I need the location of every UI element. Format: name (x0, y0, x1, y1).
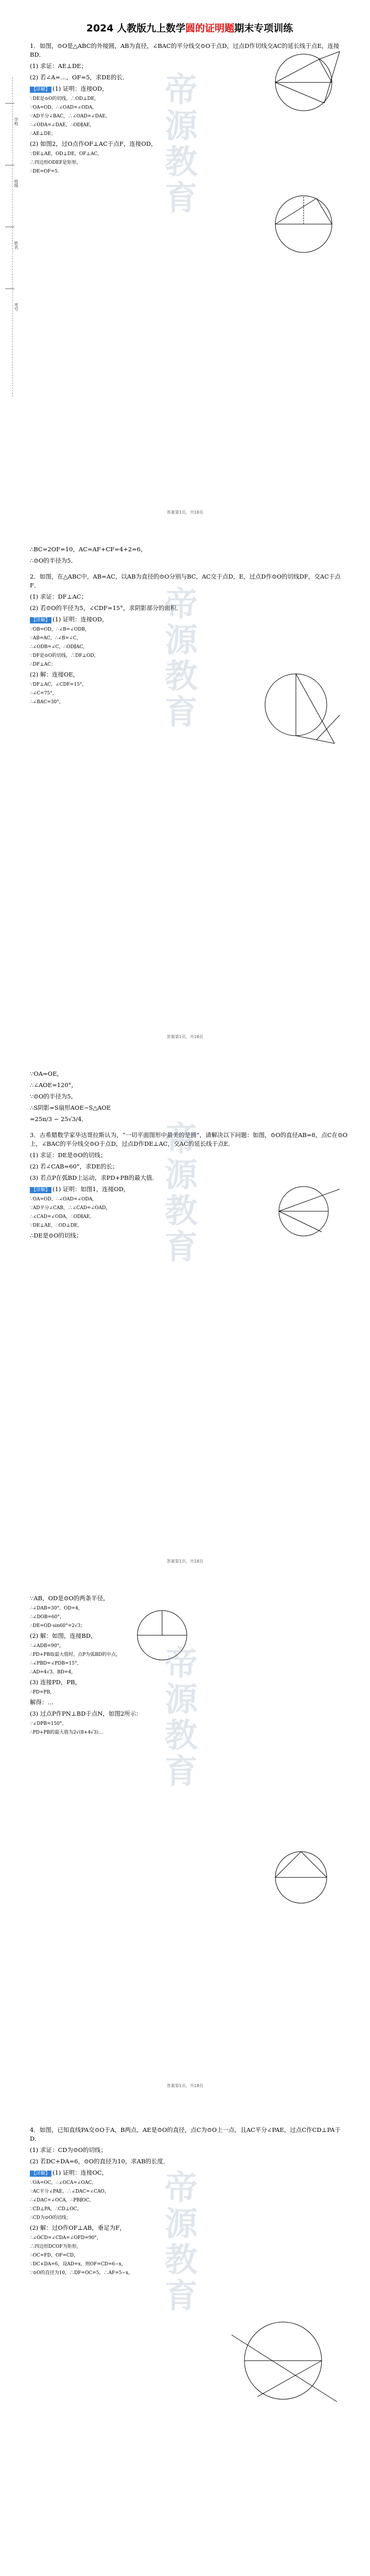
text-content: ∴DE是⊙O的切线； (30, 1232, 82, 1239)
geometry-figure-6 (268, 1841, 345, 1913)
watermark: 帝源教育 (159, 1121, 197, 1265)
text-content: ∴PD=PB， (30, 1690, 55, 1695)
text-line (30, 2244, 349, 2250)
text-line (30, 1678, 349, 1687)
text-content: (3) 若点P在弧BD上运动，求PD+PB的最大值． (30, 1174, 158, 1181)
binding-rule (12, 77, 13, 397)
chord-cb (319, 59, 332, 82)
text-content: ∵⊙O的半径为5， (30, 1093, 77, 1100)
text-content: ∴PD+PB取最大值时，点P为弧BD的中点， (30, 1652, 121, 1657)
answer-tag: 【详解】 (30, 617, 51, 623)
text-content: ∴∠OCD=∠CDA=∠OFD=90°， (30, 2235, 101, 2241)
text-line (30, 160, 349, 166)
text-line (30, 635, 349, 642)
geometry-figure-4 (273, 1178, 345, 1245)
text-line (30, 1669, 349, 1676)
text-content: ∵DE⊥AE，∴OD⊥DE， (30, 1223, 82, 1228)
page-footer: 答案第1页，共18页 (166, 1559, 204, 1564)
text-line (30, 545, 349, 554)
text-content: (2) 解：连接OE， (30, 671, 79, 678)
chord-ac (275, 198, 316, 224)
side-ac (296, 674, 334, 743)
text-line (30, 2206, 349, 2213)
chord-pb (301, 1852, 327, 1877)
text-content: ∴AD=4√3，BD=4， (30, 1670, 76, 1675)
text-line (30, 1151, 349, 1160)
text-content: ∵DE⊥AE，OD⊥DE，OF⊥AC， (30, 151, 102, 157)
page-3 (0, 1049, 370, 1573)
text-content: (3) 连接PD，PB， (30, 1679, 81, 1686)
text-content: (1) 求证：AE⊥DE； (30, 62, 87, 70)
text-line (30, 556, 349, 565)
page-footer: 答案第1页，共18页 (166, 2083, 204, 2088)
text-content: ∴四边形ODEF是矩形， (30, 160, 81, 165)
text-content: ∵⊙O的直径为10，∴DF=OC=5，∴AF=5−x， (30, 2270, 133, 2276)
text-content: ∵OA=OD，∴∠OAD=∠ODA， (30, 105, 97, 110)
text-line (30, 2261, 349, 2268)
text-line (30, 1070, 349, 1078)
text-content: (2) 若⊙O的半径为5，∠CDF=15°，求阴影部分的面积． (30, 604, 182, 612)
text-line (30, 168, 349, 175)
binding-tick (5, 103, 14, 104)
chord-ac (275, 59, 319, 82)
text-content: ∴∠C=75°， (30, 691, 57, 696)
text-content: 3．古希腊数学家毕达哥拉斯认为，“一切平面图形中最美的是圆”，请解决以下问题：如图，⊙O的直径AB=8，点C在⊙O上，∠BAC的平分线交⊙O于点D，过点D作DE⊥AC，交AC的延长线于点E． (30, 1131, 348, 1147)
text-line (30, 151, 349, 158)
page-2 (0, 524, 370, 1049)
text-content: ∴DF⊥AC； (30, 662, 56, 667)
text-content: ∵DF是⊙O的切线，∴DF⊥OD， (30, 653, 99, 658)
extension-ce (319, 52, 340, 59)
text-content: ∴∠DAC=∠OCA，∴PB∥OC， (30, 2198, 94, 2203)
text-line (30, 1689, 349, 1696)
text-content: ∵AD平分∠BAC，∴∠OAD=∠DAE， (30, 114, 110, 119)
text-content: (2) 若DC+DA=6，⊙O的直径为10，求AB的长度． (30, 2158, 169, 2165)
geometry-figure-5 (129, 1604, 196, 1666)
text-line (30, 2215, 349, 2222)
text-content: (1) 证明：连接OC， (52, 2169, 108, 2176)
text-content: (1) 求证：DF⊥AC； (30, 593, 87, 600)
text-content: (2) 如图2，过O点作OF⊥AC于点F，连接OD， (30, 140, 157, 147)
text-content: 1．如图，⊙O是△ABC的外接圆，AB为直径，∠BAC的平分线交⊙O于点D，过点D作切线交AC的延长线于点E，连接BD． (30, 42, 340, 58)
text-content: ∵DE是⊙O的切线，∴OD⊥DE， (30, 96, 99, 101)
segment-ad (275, 82, 324, 103)
text-content: ∴DE=OF=5． (30, 169, 62, 174)
tangent-df (316, 715, 340, 740)
text-line (30, 2252, 349, 2259)
text-content: (2) 解：过O作OF⊥AB，垂足为F， (30, 2224, 126, 2231)
text-line (30, 1162, 349, 1171)
side-bc (296, 736, 334, 743)
text-blocks (30, 2126, 349, 2277)
text-line (30, 1081, 349, 1090)
text-line (30, 615, 349, 624)
text-content: ∴四边形DCOF为矩形， (30, 2244, 81, 2249)
text-content: 2．如图，在△ABC中，AB=AC，以AB为直径的⊙O分别与BC，AC交于点D，E，过点D作⊙O的切线DF，交AC于点F． (30, 573, 341, 589)
text-line (30, 1092, 349, 1101)
binding-label-exam-no: 考号 (14, 303, 19, 311)
text-content: (3) 过点P作PN⊥BD于点N，如图2所示： (30, 1710, 142, 1717)
text-content: ∴BC=2OF=10，AC=AF+CF=4+2=6， (30, 546, 147, 553)
text-content: (2) 若∠A=…，OF=5，求DE的长． (30, 74, 129, 81)
watermark: 帝源教育 (159, 586, 197, 731)
binding-label-class: 班级 (14, 179, 19, 188)
text-content: ∴∠ODA=∠DAE，∴OD∥AE， (30, 123, 95, 128)
text-line (30, 1721, 349, 1727)
document-title (30, 21, 349, 35)
text-content: ∵CD⊥PA，∴CD⊥OC， (30, 2207, 82, 2212)
line-pa (232, 2335, 337, 2402)
text-content: ∵OA=OD，∴∠OAD=∠ODA， (30, 1197, 97, 1202)
text-line (30, 2235, 349, 2242)
text-content: (1) 求证：CD为⊙O的切线； (30, 2146, 107, 2154)
binding-margin (0, 0, 21, 524)
text-line (30, 1115, 349, 1124)
text-line (30, 131, 349, 138)
text-content: ∵∠DPB=150°， (30, 1721, 67, 1726)
binding-label-name: 姓名 (14, 241, 19, 249)
text-line (30, 2180, 349, 2187)
text-content: ∴∠ODB=∠C，∴OD∥AC， (30, 645, 88, 650)
geometry-figure-7 (226, 2304, 345, 2422)
text-content: ∴∠DOB=60°， (30, 1615, 64, 1620)
text-line (30, 2197, 349, 2204)
text-content: ∴∠BAC=30°， (30, 700, 64, 705)
geometry-figure-2 (268, 185, 345, 263)
text-line (30, 1594, 349, 1603)
watermark: 帝源教育 (159, 72, 197, 216)
text-line (30, 644, 349, 651)
text-content: ∴CD为⊙O的切线； (30, 2215, 71, 2221)
text-content: ∵OA=OC，∴∠OCA=∠OAC， (30, 2180, 97, 2185)
text-content: (1) 证明：连接OD， (52, 616, 108, 623)
text-line (30, 592, 349, 601)
text-content: ∴∠PBD=∠PDB=15°， (30, 1661, 82, 1666)
text-content: ∵DF⊥AC，∠CDF=15°， (30, 682, 87, 687)
title-highlight: 圆的证明题 (185, 23, 235, 34)
text-content: (1) 求证：DE是⊙O的切线； (30, 1151, 107, 1159)
tangent-de (324, 52, 340, 103)
text-line (30, 2224, 349, 2232)
chord-cb (316, 198, 332, 224)
page-footer: 答案第1页，共18页 (166, 1035, 204, 1039)
text-line (30, 2157, 349, 2166)
text-line (30, 1709, 349, 1718)
text-line (30, 1730, 349, 1736)
text-content: ∴⊙O的半径为5． (30, 557, 77, 564)
line-ae (279, 1189, 340, 1211)
text-line (30, 140, 349, 148)
chord-pa (275, 1852, 301, 1877)
question-stem (30, 572, 349, 590)
text-content: ∵OA=OE， (30, 1070, 63, 1077)
answer-tag: 【详解】 (30, 87, 51, 93)
geometry-figure-3 (257, 653, 345, 756)
page-4 (0, 1573, 370, 2098)
text-content: ∴DE=OD·sin60°=2√3； (30, 1623, 85, 1629)
segment-ad (279, 1211, 322, 1232)
chord-ac (257, 2361, 322, 2397)
title-suffix: 期末专项训练 (234, 23, 293, 34)
text-content: =25π/3 − 25√3/4． (30, 1115, 87, 1123)
binding-label-school: 学校 (14, 117, 19, 126)
page-footer: 答案第1页，共18页 (166, 510, 204, 515)
text-content: ∴∠DAB=30°，OD=4， (30, 1606, 83, 1611)
text-content: ∴∠AOE=120°， (30, 1081, 77, 1089)
text-line (30, 2270, 349, 2277)
text-line (30, 2189, 349, 2195)
text-content: 解得：… (30, 1699, 54, 1706)
text-content: 4．如图，已知直线PA交⊙O于A，B两点，AE是⊙O的直径，点C为⊙O上一点，且AC平分∠PAE，过点C作CD⊥PA于D． (30, 2126, 341, 2142)
text-content: (1) 证明：如图1，连接OD， (52, 1185, 130, 1193)
text-content: (1) 证明：连接OD， (52, 85, 108, 92)
text-content: ∵OB=OD，∴∠B=∠ODB， (30, 627, 90, 632)
watermark: 帝源教育 (159, 2170, 197, 2314)
text-content: (2) 若∠CAB=60°，求DE的长； (30, 1163, 118, 1170)
watermark: 帝源教育 (159, 1646, 197, 1790)
page-1 (0, 0, 370, 524)
text-content: (2) 解：如图，连接BD， (30, 1632, 97, 1639)
text-content: ∵AB，OD是⊙O的两条半径， (30, 1595, 109, 1602)
text-content: ∴PD+PB的最大值为2√(8+4√3)… (30, 1730, 103, 1735)
text-content: ∴S阴影=S扇形AOE−S△AOE (30, 1104, 111, 1111)
text-line (30, 626, 349, 633)
text-line (30, 1698, 349, 1707)
question-stem (30, 1131, 349, 1148)
geometry-figure-1 (268, 41, 345, 129)
page-content (30, 2119, 349, 2279)
text-content: ∵AB=AC，∴∠B=∠C， (30, 636, 81, 641)
title-prefix: 2024 人教版九上数学 (86, 23, 186, 34)
text-content: ∴OC=FD，OF=CD， (30, 2253, 79, 2258)
text-line (30, 1104, 349, 1112)
text-content: ∵AC平分∠PAE，∴∠DAC=∠CAO， (30, 2189, 109, 2194)
text-content: ∵DC+DA=6，设AD=x，则OF=CD=6−x， (30, 2262, 126, 2267)
answer-tag: 【详解】 (30, 1187, 51, 1193)
text-line (30, 2168, 349, 2177)
question-stem (30, 2126, 349, 2143)
text-content: ∴∠ADB=90°， (30, 1643, 64, 1649)
text-content: ∴AE⊥DE； (30, 131, 56, 137)
text-content: ∴∠CAD=∠ODA，∴OD∥AE， (30, 1214, 95, 1219)
text-line (30, 604, 349, 613)
page-5 (0, 2098, 370, 2576)
text-line (30, 2146, 349, 2155)
answer-tag: 【详解】 (30, 2171, 51, 2177)
text-content: ∵AD平分∠CAB，∴∠CAD=∠OAD， (30, 1206, 111, 1211)
